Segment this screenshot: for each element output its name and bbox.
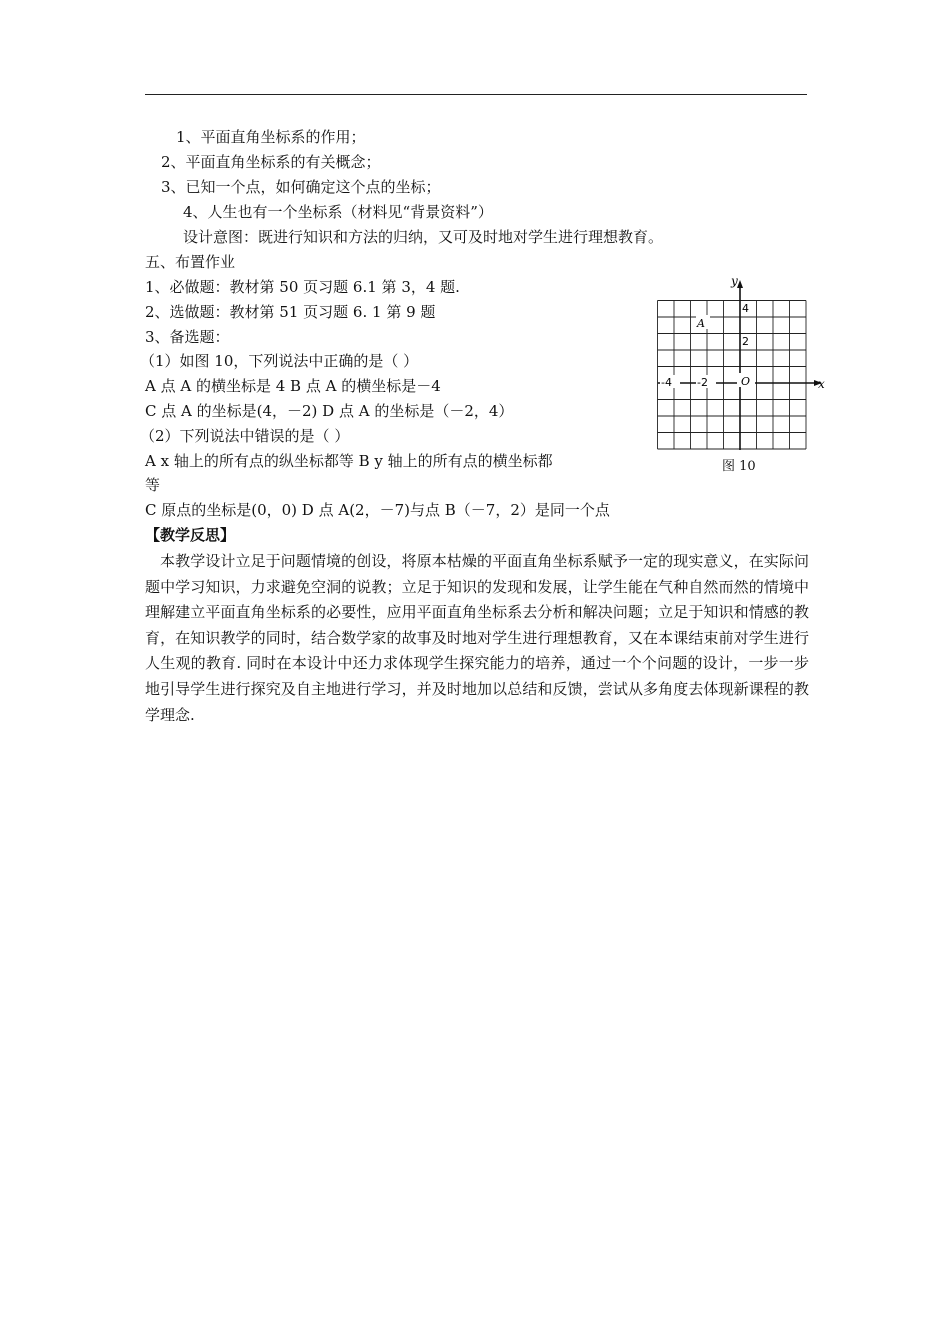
tick-x-neg4: -4 <box>661 376 672 389</box>
x-axis-label: x <box>818 377 825 391</box>
coordinate-grid <box>655 272 830 457</box>
homework-optional: 2、选做题：教材第 51 页习题 6. 1 第 9 题 <box>145 303 436 321</box>
tick-y-2: 2 <box>742 335 749 348</box>
tick-y-4: 4 <box>742 302 749 315</box>
design-intent: 设计意图：既进行知识和方法的归纳，又可及时地对学生进行理想教育。 <box>183 228 664 246</box>
tick-x-neg2: -2 <box>697 376 708 389</box>
reflection-paragraph: 本教学设计立足于问题情境的创设，将原本枯燥的平面直角坐标系赋予一定的现实意义，在实际问题中学习知识，力求避免空洞的说教；立足于知识的发现和发展，让学生能在气种自然而然的情境中理解建立平面直角坐标系的必要性，应用平面直角坐标系去分析和解决问题；立足于知识和情感的教育，在知识教学的同时，结合数学家的故事及时地对学生进行理想教育，又在本课结束前对学生进行人生观的教育. 同时在本设计中还力求体现学生探究能力的培养，通过一个个问题的设计，一步一步地引导学生进行探究及自主地进行学习，并及时地加以总结和反馈，尝试从多角度去体现新课程的教学理念. <box>145 552 809 724</box>
summary-item-1: 1、平面直角坐标系的作用； <box>176 128 366 146</box>
homework-heading: 五、布置作业 <box>145 253 236 271</box>
header-rule <box>145 94 807 95</box>
q2-options-cd: C 原点的坐标是(0，0) D 点 A(2，－7)与点 B（－7，2）是同一个点 <box>145 501 610 519</box>
summary-item-4: 4、人生也有一个坐标系（材料见“背景资料”） <box>183 203 493 221</box>
q2-stem: （2）下列说法中错误的是（ ） <box>140 427 350 445</box>
point-a-label: A <box>697 317 705 330</box>
y-axis-label: y <box>731 274 738 288</box>
summary-item-3: 3、已知一个点，如何确定这个点的坐标； <box>161 178 441 196</box>
q2-options-ab-wrap: 等 <box>145 476 161 494</box>
grid-lines <box>658 301 807 450</box>
q1-stem: （1）如图 10，下列说法中正确的是（ ） <box>140 352 419 370</box>
coordinate-grid-figure <box>655 272 830 482</box>
homework-required: 1、必做题：教材第 50 页习题 6.1 第 3，4 题. <box>145 278 460 296</box>
q1-options-ab: A 点 A 的横坐标是 4 B 点 A 的横坐标是－4 <box>145 377 441 395</box>
origin-label: O <box>741 375 751 388</box>
q2-options-ab: A x 轴上的所有点的纵坐标都等 B y 轴上的所有点的横坐标都 <box>145 452 553 470</box>
figure-caption: 图 10 <box>722 459 756 474</box>
reflection-heading: 【教学反思】 <box>145 526 236 544</box>
summary-item-2: 2、平面直角坐标系的有关概念； <box>161 153 381 171</box>
y-axis-arrow <box>737 280 743 288</box>
q1-options-cd: C 点 A 的坐标是(4，－2) D 点 A 的坐标是（－2，4） <box>145 402 514 420</box>
homework-backup-heading: 3、备选题： <box>145 328 230 346</box>
